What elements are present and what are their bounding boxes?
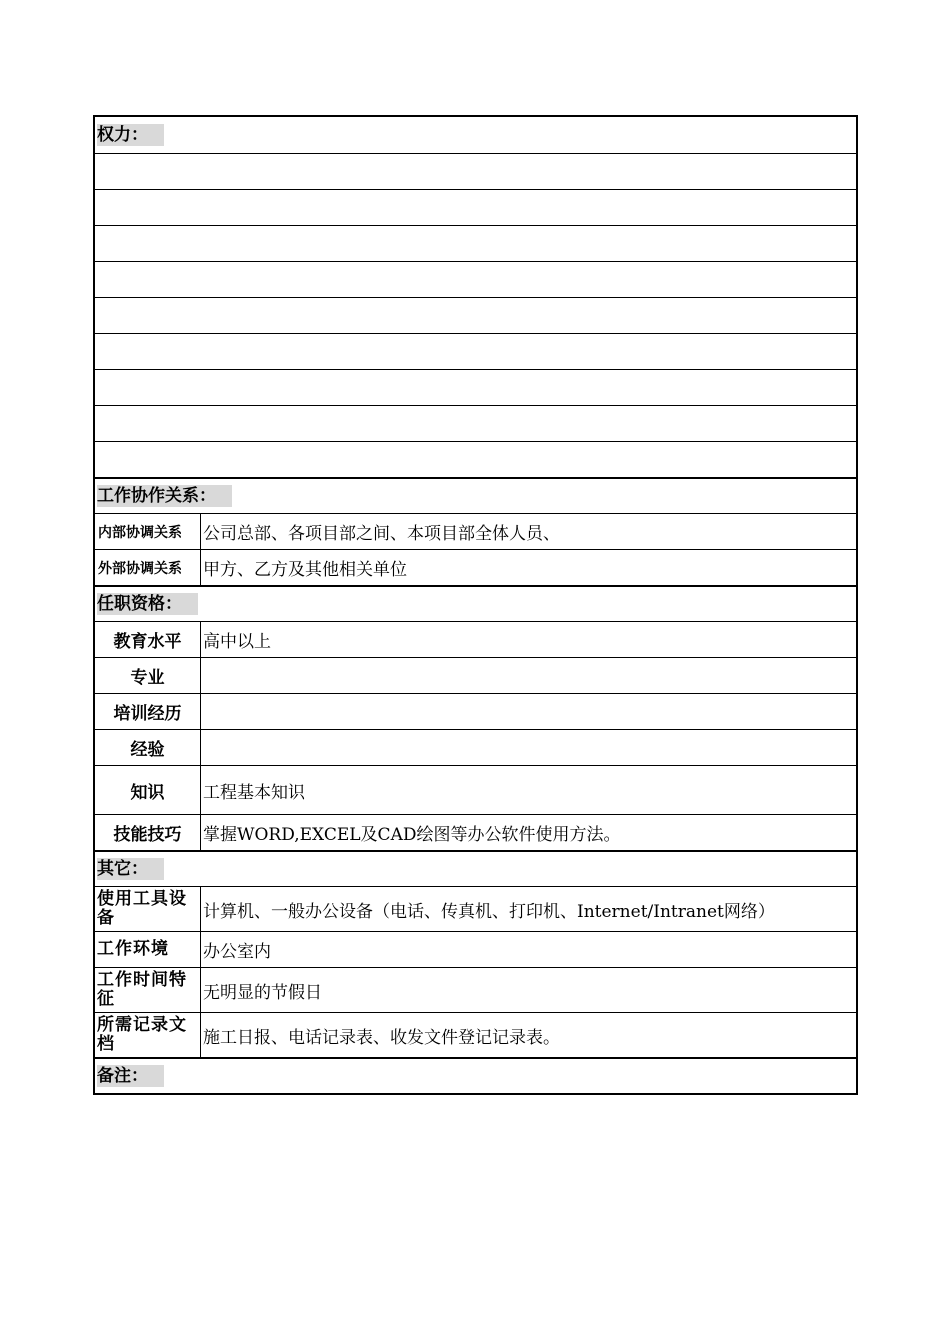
knowledge-label: 知识 [95, 766, 201, 814]
major-label: 专业 [95, 658, 201, 693]
environment-row [95, 931, 856, 967]
power-section-header [95, 117, 856, 153]
power-blank-row [95, 369, 856, 405]
qualification-heading: 任职资格： [97, 593, 198, 615]
education-row [95, 621, 856, 657]
education-label: 教育水平 [95, 622, 201, 657]
tools-value: 计算机、一般办公设备（电话、传真机、打印机、Internet/Intranet网络） [203, 901, 775, 922]
external-coordination-row [95, 549, 856, 585]
power-blank-row [95, 297, 856, 333]
training-value [201, 694, 856, 729]
education-value: 高中以上 [203, 632, 271, 652]
environment-value: 办公室内 [203, 942, 271, 962]
work-time-row [95, 967, 856, 1012]
major-value [201, 658, 856, 693]
power-blank-row [95, 261, 856, 297]
power-blank-row [95, 405, 856, 441]
environment-label: 工作环境 [95, 932, 201, 967]
training-row [95, 693, 856, 729]
remarks-heading: 备注： [97, 1065, 164, 1087]
power-heading: 权力： [97, 124, 164, 146]
other-section-header [95, 850, 856, 886]
major-row [95, 657, 856, 693]
internal-coordination-label: 内部协调关系 [95, 514, 201, 549]
records-row [95, 1012, 856, 1057]
tools-row [95, 886, 856, 931]
records-value: 施工日报、电话记录表、收发文件登记记录表。 [203, 1027, 560, 1048]
knowledge-row [95, 765, 856, 814]
tools-label: 使用工具设备 [95, 887, 201, 931]
external-coordination-label: 外部协调关系 [95, 550, 201, 585]
other-heading: 其它： [97, 858, 164, 880]
training-label: 培训经历 [95, 694, 201, 729]
remarks-section-header [95, 1057, 856, 1093]
power-blank-row [95, 189, 856, 225]
cooperation-section-header [95, 477, 856, 513]
work-time-label: 工作时间特征 [95, 968, 201, 1012]
qualification-section-header [95, 585, 856, 621]
external-coordination-value: 甲方、乙方及其他相关单位 [203, 560, 407, 580]
skills-label: 技能技巧 [95, 815, 201, 850]
experience-row [95, 729, 856, 765]
knowledge-value: 工程基本知识 [203, 782, 305, 803]
skills-row [95, 814, 856, 850]
power-blank-row [95, 441, 856, 477]
work-time-value: 无明显的节假日 [203, 982, 322, 1003]
records-label: 所需记录文档 [95, 1013, 201, 1057]
internal-coordination-row [95, 513, 856, 549]
internal-coordination-value: 公司总部、各项目部之间、本项目部全体人员、 [203, 524, 560, 544]
experience-label: 经验 [95, 730, 201, 765]
skills-value: 掌握WORD,EXCEL及CAD绘图等办公软件使用方法。 [203, 825, 621, 845]
job-description-form [93, 115, 858, 1095]
power-blank-row [95, 153, 856, 189]
power-blank-row [95, 225, 856, 261]
cooperation-heading: 工作协作关系： [97, 485, 232, 507]
experience-value [201, 730, 856, 765]
power-blank-row [95, 333, 856, 369]
